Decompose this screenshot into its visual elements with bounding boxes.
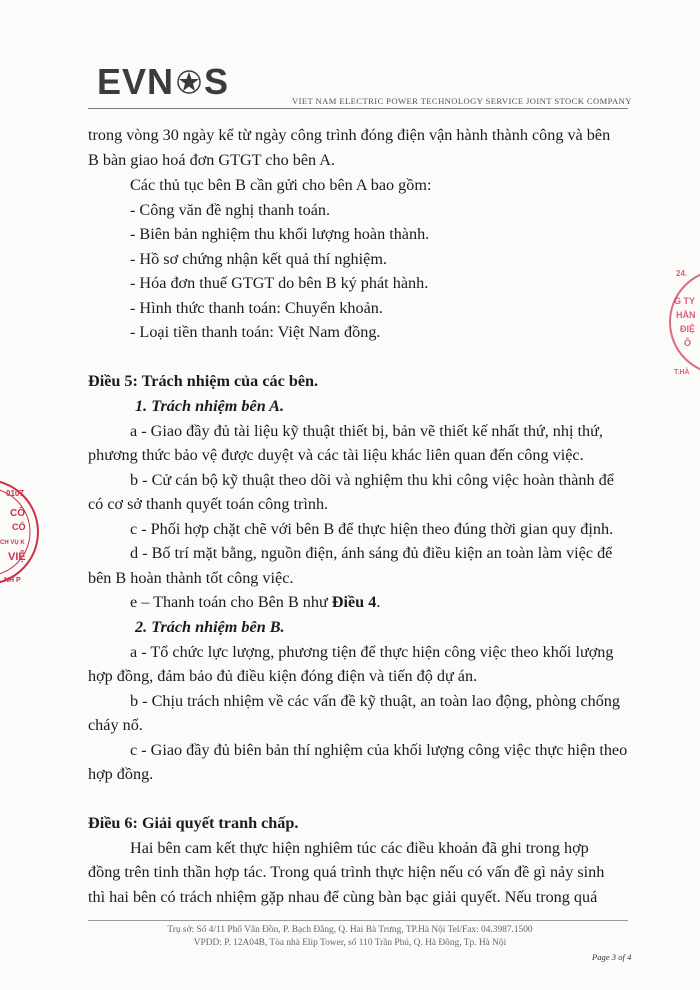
company-logo	[97, 62, 229, 102]
star-icon	[176, 69, 202, 95]
seal-right-text: 24.	[676, 269, 688, 278]
seal-left-text: NH P	[4, 577, 21, 584]
seal-left-text: CỔ	[12, 522, 26, 532]
body-line: a - Giao đầy đủ tài liệu kỹ thuật thiết bị, bản vẽ thiết kế nhất thứ, nhị thứ,	[130, 422, 603, 440]
seal-left-text: CH VỤ K	[0, 540, 25, 546]
article-6-title: Điều 6: Giải quyết tranh chấp.	[88, 814, 299, 832]
payment-line	[130, 593, 380, 612]
seal-right-text: T.HÀ	[674, 369, 690, 376]
article-4-reference: Điều 4	[331, 593, 377, 611]
list-item: - Công văn đề nghị thanh toán.	[130, 201, 331, 219]
page-number: Page 3 of 4	[592, 952, 632, 962]
company-name: VIET NAM ELECTRIC POWER TECHNOLOGY SERVICE JOINT STOCK COMPANY	[292, 96, 632, 106]
article-5-title: Điều 5: Trách nhiệm của các bên.	[88, 372, 319, 390]
section-b-title: 2. Trách nhiệm bên B.	[135, 618, 285, 636]
footer-address-office: VPDD: P. 12A04B, Tòa nhà Elip Tower, số 110 Trần Phú, Q. Hà Đông, Tp. Hà Nội	[193, 938, 507, 948]
body-line: c - Phối hợp chặt chẽ với bên B để thực hiện theo đúng thời gian quy định.	[130, 520, 614, 538]
footer-divider	[88, 920, 628, 921]
body-line: hợp đồng.	[88, 765, 154, 783]
body-line: có cơ sở thanh quyết toán công trình.	[88, 495, 329, 513]
body-line: b - Cử cán bộ kỹ thuật theo dõi và nghiệm thu khi công việc hoàn thành để	[130, 471, 614, 489]
list-item: - Biên bản nghiệm thu khối lượng hoàn thành.	[130, 225, 430, 243]
footer-address-hq: Trụ sở: Số 4/11 Phố Vân Đồn, P. Bạch Đằng, Q. Hai Bà Trưng, TP.Hà Nội Tel/Fax: 04.3987.1500	[167, 925, 533, 935]
body-line: hợp đồng, đảm bảo đủ điều kiện đóng điện và tiến độ dự án.	[88, 667, 478, 685]
list-item: - Hóa đơn thuế GTGT do bên B ký phát hành.	[130, 274, 429, 292]
body-line: b - Chịu trách nhiệm về các vấn đề kỹ thuật, an toàn lao động, phòng chống	[130, 692, 620, 710]
body-line: đồng trên tinh thần hợp tác. Trong quá trình thực hiện nếu có vấn đề gì nảy sinh	[88, 863, 605, 881]
body-line: Các thủ tục bên B cần gửi cho bên A bao gồm:	[130, 176, 432, 194]
seal-right-text: HẦN	[676, 310, 696, 320]
body-line: d - Bố trí mặt bằng, nguồn điện, ánh sáng đủ điều kiện an toàn làm việc để	[130, 544, 613, 562]
logo-text-left: EVN	[97, 61, 175, 102]
body-line: B bàn giao hoá đơn GTGT cho bên A.	[88, 151, 335, 169]
seal-left-text: VIỆ	[8, 551, 26, 563]
payment-text: e – Thanh toán cho Bên B như	[130, 593, 332, 611]
body-line: a - Tổ chức lực lượng, phương tiện để thực hiện công việc theo khối lượng	[130, 643, 614, 661]
body-line: Hai bên cam kết thực hiện nghiêm túc các điều khoản đã ghi trong hợp	[130, 839, 589, 857]
header-divider	[88, 108, 628, 109]
company-seal-left	[0, 468, 40, 598]
body-line: c - Giao đầy đủ biên bản thí nghiệm của khối lượng công việc thực hiện theo	[130, 741, 628, 759]
section-a-title: 1. Trách nhiệm bên A.	[135, 397, 284, 415]
seal-left-text: 0107	[6, 489, 24, 498]
seal-left-text: CÔ	[10, 508, 25, 519]
seal-right-text: ĐIỆ	[680, 324, 696, 334]
seal-right-text: Ô	[684, 338, 692, 348]
list-item: - Hình thức thanh toán: Chuyển khoản.	[130, 299, 383, 317]
list-item: - Loại tiền thanh toán: Việt Nam đồng.	[130, 323, 381, 341]
logo-text-right: S	[204, 61, 230, 102]
body-line: thì hai bên có trách nhiệm gặp nhau để cùng bàn bạc giải quyết. Nếu trong quá	[88, 888, 598, 906]
body-line: trong vòng 30 ngày kể từ ngày công trình đóng điện vận hành thành công và bên	[88, 126, 611, 144]
payment-period: .	[376, 593, 381, 611]
body-line: bên B hoàn thành tốt công việc.	[88, 569, 294, 587]
body-line: cháy nổ.	[88, 716, 143, 734]
seal-right-text: G TY	[674, 296, 696, 306]
body-line: phương thức bảo vệ được duyệt và các tài liệu khác liên quan đến công việc.	[88, 446, 584, 464]
list-item: - Hồ sơ chứng nhận kết quả thí nghiệm.	[130, 250, 387, 268]
company-seal-right	[660, 258, 700, 388]
